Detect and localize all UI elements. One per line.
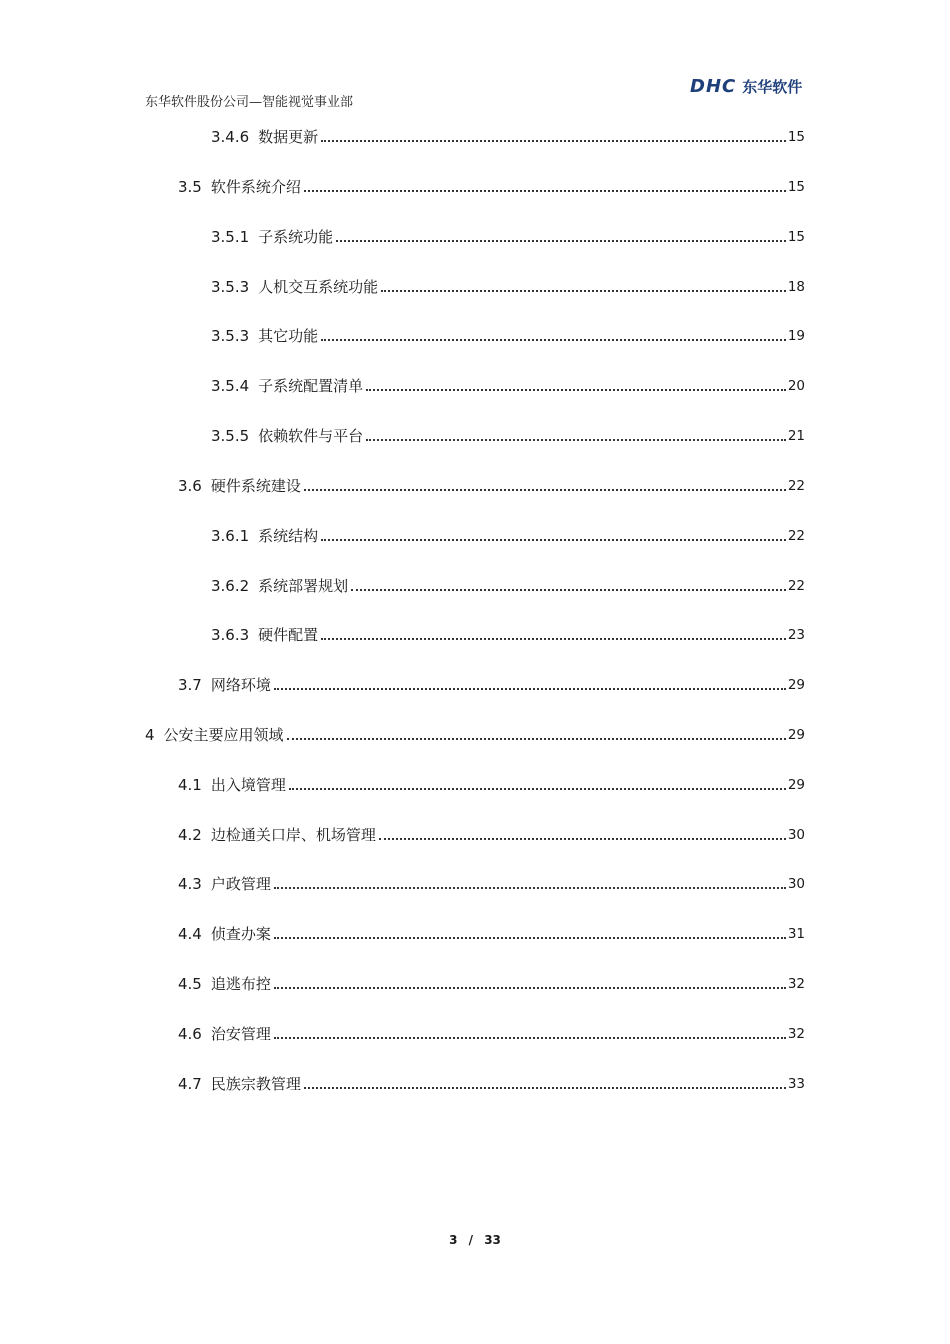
toc-entry[interactable] [178,475,805,497]
toc-entry-page: 23 [787,627,805,643]
toc-entry-number: 4.5 [178,975,202,993]
logo-text: 东华软件 [742,77,803,96]
toc-entry-number: 4.6 [178,1025,202,1043]
toc-entry[interactable] [178,873,805,895]
toc-entry-page: 21 [787,428,805,444]
toc-leader-dots [274,937,786,939]
toc-entry-page: 19 [787,328,805,344]
toc-entry[interactable] [178,774,805,796]
toc-leader-dots [366,439,786,441]
toc-entry-title: 其它功能 [258,327,319,345]
toc-entry[interactable] [145,724,805,746]
toc-entry[interactable] [178,674,805,696]
toc-leader-dots [321,339,786,341]
toc-entry-number: 3.5.5 [211,427,250,445]
toc-entry-title: 户政管理 [210,875,271,893]
toc-entry-title: 硬件配置 [258,626,319,644]
toc-entry-page: 20 [787,378,805,394]
toc-leader-dots [304,489,786,491]
toc-leader-dots [366,389,786,391]
toc-entry[interactable] [178,176,805,198]
toc-entry-title: 出入境管理 [210,776,286,794]
toc-leader-dots [274,1037,786,1039]
toc-entry-title: 人机交互系统功能 [258,278,379,296]
toc-entry-number: 4.7 [178,1075,202,1093]
toc-entry-number: 3.5.3 [211,278,250,296]
toc-leader-dots [336,240,786,242]
toc-leader-dots [381,290,786,292]
toc-entry-title: 边检通关口岸、机场管理 [210,826,376,844]
toc-entry[interactable] [211,226,805,248]
toc-entry[interactable] [178,1023,805,1045]
toc-entry[interactable] [211,325,805,347]
toc-entry[interactable] [178,824,805,846]
toc-entry-page: 31 [787,926,805,942]
toc-entry[interactable] [211,425,805,447]
toc-entry-page: 29 [787,677,805,693]
toc-entry-page: 22 [787,528,805,544]
toc-entry-page: 32 [787,1026,805,1042]
toc-entry-page: 30 [787,827,805,843]
toc-entry-number: 4.1 [178,776,202,794]
toc-entry-number: 3.6.3 [211,626,250,644]
toc-leader-dots [351,589,786,591]
toc-entry-number: 3.6 [178,477,202,495]
toc-entry-page: 22 [787,478,805,494]
toc-entry-number: 4.3 [178,875,202,893]
toc-entry-title: 公安主要应用领域 [163,726,284,744]
toc-leader-dots [289,788,786,790]
toc-entry-title: 依赖软件与平台 [258,427,364,445]
toc-entry[interactable] [211,525,805,547]
toc-entry-number: 3.5.3 [211,327,250,345]
toc-entry-title: 系统结构 [258,527,319,545]
toc-entry-page: 15 [787,129,805,145]
toc-entry-number: 3.5.1 [211,228,250,246]
total-page-count: 33 [484,1233,501,1247]
toc-entry-title: 追逃布控 [210,975,271,993]
toc-entry-title: 网络环境 [210,676,271,694]
toc-entry-page: 15 [787,229,805,245]
page-number-footer [0,1233,950,1247]
toc-entry-title: 子系统配置清单 [258,377,364,395]
toc-entry-page: 29 [787,727,805,743]
page-separator: / [468,1233,474,1247]
header-company-name: 东华软件股份公司—智能视觉事业部 [145,95,354,110]
toc-entry-title: 子系统功能 [258,228,334,246]
toc-leader-dots [379,838,786,840]
toc-entry-page: 29 [787,777,805,793]
toc-entry-title: 数据更新 [258,128,319,146]
current-page-number: 3 [449,1233,458,1247]
toc-leader-dots [274,987,786,989]
toc-entry[interactable] [178,973,805,995]
toc-entry-page: 32 [787,976,805,992]
toc-leader-dots [321,638,786,640]
toc-entry-page: 15 [787,179,805,195]
toc-entry-page: 33 [787,1076,805,1092]
toc-leader-dots [274,688,786,690]
toc-entry-number: 3.5.4 [211,377,250,395]
toc-entry-title: 系统部署规划 [258,577,349,595]
toc-leader-dots [321,539,786,541]
toc-entry-number: 4.4 [178,925,202,943]
toc-entry-page: 18 [787,279,805,295]
toc-entry-title: 治安管理 [210,1025,271,1043]
toc-entry-number: 3.5 [178,178,202,196]
toc-entry-number: 3.6.1 [211,527,250,545]
toc-leader-dots [304,1087,786,1089]
toc-leader-dots [274,887,786,889]
toc-entry-number: 4.2 [178,826,202,844]
toc-entry[interactable] [211,276,805,298]
toc-entry-title: 侦查办案 [210,925,271,943]
toc-entry-title: 软件系统介绍 [210,178,301,196]
toc-entry-number: 3.7 [178,676,202,694]
toc-entry-title: 硬件系统建设 [210,477,301,495]
toc-entry-page: 30 [787,876,805,892]
toc-entry[interactable] [211,575,805,597]
toc-entry[interactable] [178,1073,805,1095]
logo-mark: DHC [690,75,737,97]
toc-entry[interactable] [211,375,805,397]
toc-leader-dots [321,140,786,142]
toc-entry-number: 4 [145,726,155,744]
toc-entry[interactable] [211,126,805,148]
toc-entry-title: 民族宗教管理 [210,1075,301,1093]
toc-entry-number: 3.4.6 [211,128,250,146]
toc-leader-dots [304,190,786,192]
toc-entry-number: 3.6.2 [211,577,250,595]
toc-entry-page: 22 [787,578,805,594]
toc-entry[interactable] [178,923,805,945]
toc-entry[interactable] [211,624,805,646]
toc-leader-dots [287,738,786,740]
